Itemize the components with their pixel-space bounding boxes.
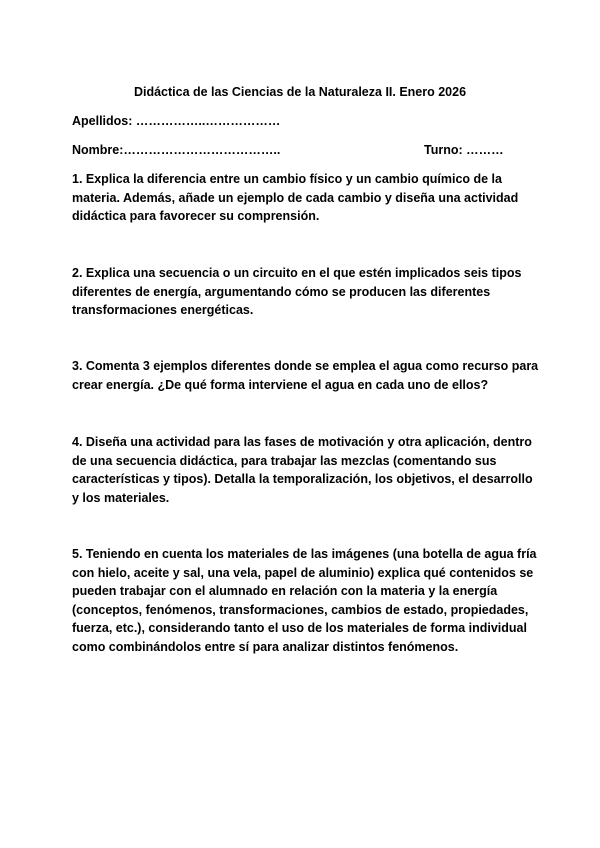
question-2 <box>72 264 532 320</box>
question-line: pueden trabajar con el alumnado en relación con la materia y la energía <box>72 584 498 598</box>
question-1 <box>72 170 532 226</box>
question-line: 2. Explica una secuencia o un circuito en el que estén implicados seis tipos <box>72 266 522 280</box>
question-line: crear energía. ¿De qué forma interviene el agua en cada uno de ellos? <box>72 377 489 392</box>
question-line: de una secuencia didáctica, para trabajar las mezclas (comentando sus <box>72 453 497 468</box>
question-line: transformaciones energéticas. <box>72 303 254 317</box>
question-line: 4. Diseña una actividad para las fases de motivación y otra aplicación, dentro <box>72 435 532 449</box>
question-line: características y tipos). Detalla la temporalización, los objetivos, el desarrollo <box>72 472 533 486</box>
question-5 <box>72 545 537 656</box>
question-line: 1. Explica la diferencia entre un cambio físico y un cambio químico de la <box>72 172 502 186</box>
question-line: fuerza, etc.), considerando tanto el uso de los materiales de forma individual <box>72 621 527 635</box>
question-line: (conceptos, fenómenos, transformaciones, cambios de estado, propiedades, <box>72 602 529 617</box>
question-3 <box>72 357 539 394</box>
nombre-field: Nombre:……………………………….. <box>72 143 281 157</box>
question-line: como combinándolos entre sí para analizar distintos fenómenos. <box>72 639 459 654</box>
question-line: diferentes de energía, argumentando cómo se producen las diferentes <box>72 284 491 299</box>
question-line: didáctica para favorecer su comprensión. <box>72 209 320 223</box>
question-4 <box>72 433 532 507</box>
question-line: con hielo, aceite y sal, una vela, papel de aluminio) explica qué contenidos se <box>72 565 534 580</box>
question-line: 5. Teniendo en cuenta los materiales de las imágenes (una botella de agua fría <box>72 547 537 561</box>
turno-field: Turno: ……… <box>424 143 504 157</box>
question-line: y los materiales. <box>72 490 170 505</box>
question-line: materia. Además, añade un ejemplo de cada cambio y diseña una actividad <box>72 190 519 205</box>
apellidos-field: Apellidos: ……………..……………… <box>72 114 281 128</box>
exam-title: Didáctica de las Ciencias de la Naturaleza II. Enero 2026 <box>133 85 467 99</box>
question-line: 3. Comenta 3 ejemplos diferentes donde se emplea el agua como recurso para <box>72 359 539 373</box>
